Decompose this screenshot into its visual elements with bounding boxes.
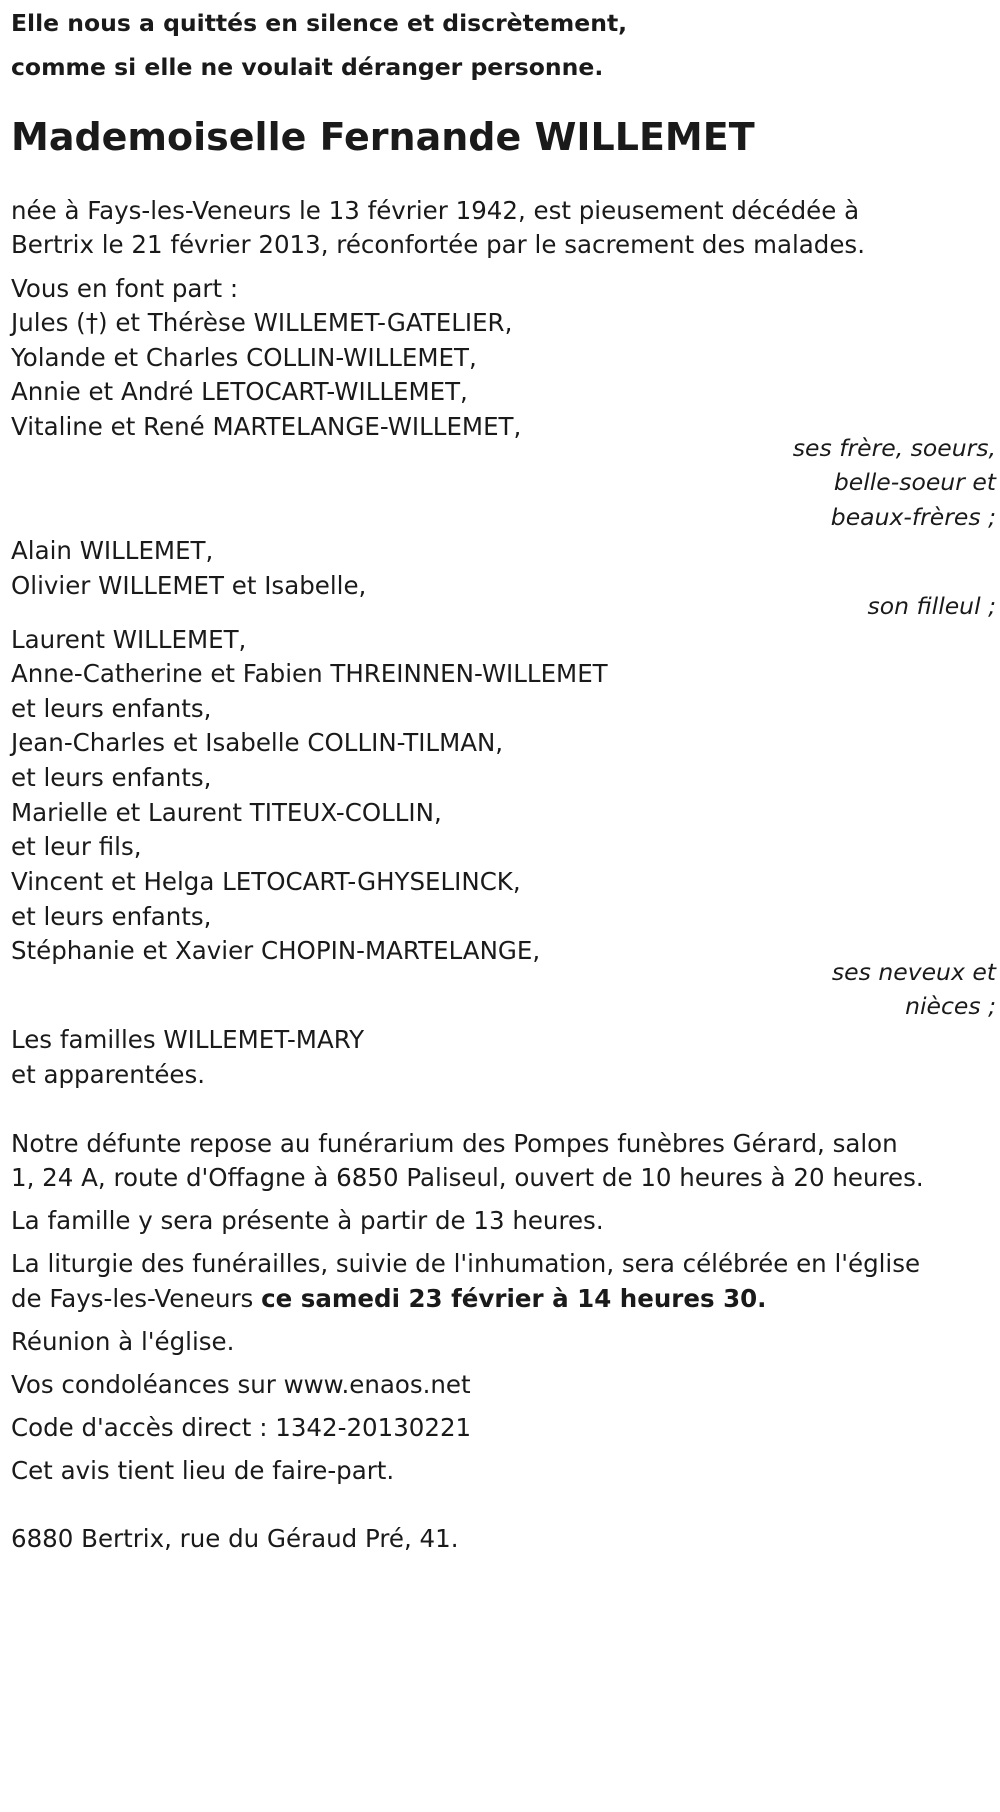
relation-label: ses neveux et: [831, 958, 996, 986]
condolences-text: Vos condoléances sur www.enaos.net: [11, 1370, 471, 1399]
relation-label: belle-soeur et: [833, 468, 996, 496]
families-line-1: Les familles WILLEMET-MARY: [11, 1025, 365, 1054]
notice-text: Cet avis tient lieu de faire-part.: [11, 1456, 395, 1485]
family-name: Olivier WILLEMET et Isabelle,: [11, 571, 367, 600]
family-name: Yolande et Charles COLLIN-WILLEMET,: [11, 343, 477, 372]
reunion-text: Réunion à l'église.: [11, 1327, 235, 1356]
liturgy-place: de Fays-les-Veneurs: [11, 1284, 262, 1313]
family-name: Marielle et Laurent TITEUX-COLLIN,: [11, 798, 442, 827]
liturgy-datetime: ce samedi 23 février à 14 heures 30.: [261, 1284, 767, 1313]
liturgy-line-2: [11, 1284, 767, 1313]
relation-label: nièces ;: [905, 992, 996, 1020]
family-name: Jean-Charles et Isabelle COLLIN-TILMAN,: [11, 728, 504, 757]
relation-label: beaux-frères ;: [830, 503, 996, 531]
family-name: et leurs enfants,: [11, 763, 212, 792]
intro-line-1: née à Fays-les-Veneurs le 13 février 1942, est pieusement décédée à: [11, 196, 860, 225]
presence-text: La famille y sera présente à partir de 13 heures.: [11, 1206, 604, 1235]
relation-label: son filleul ;: [867, 592, 996, 620]
family-name: et leurs enfants,: [11, 694, 212, 723]
repose-line-1: Notre défunte repose au funérarium des Pompes funèbres Gérard, salon: [11, 1129, 898, 1158]
intro-line-2: Bertrix le 21 février 2013, réconfortée par le sacrement des malades.: [11, 230, 865, 259]
family-name: et leur fils,: [11, 832, 142, 861]
family-name: Laurent WILLEMET,: [11, 625, 247, 654]
quote-line-2: comme si elle ne voulait déranger personne.: [11, 53, 604, 81]
deceased-name-title: Mademoiselle Fernande WILLEMET: [11, 115, 755, 159]
family-name: Annie et André LETOCART-WILLEMET,: [11, 377, 468, 406]
liturgy-line-1: La liturgie des funérailles, suivie de l'inhumation, sera célébrée en l'église: [11, 1249, 921, 1278]
quote-line-1: Elle nous a quittés en silence et discrètement,: [11, 9, 628, 37]
relation-label: ses frère, soeurs,: [792, 434, 996, 462]
family-name: Stéphanie et Xavier CHOPIN-MARTELANGE,: [11, 936, 541, 965]
families-line-2: et apparentées.: [11, 1060, 206, 1089]
address-text: 6880 Bertrix, rue du Géraud Pré, 41.: [11, 1524, 459, 1553]
family-name: et leurs enfants,: [11, 902, 212, 931]
family-name: Alain WILLEMET,: [11, 536, 214, 565]
announce-text: Vous en font part :: [11, 274, 239, 303]
family-name: Vincent et Helga LETOCART-GHYSELINCK,: [11, 867, 521, 896]
access-code-text: Code d'accès direct : 1342-20130221: [11, 1413, 472, 1442]
family-name: Jules (†) et Thérèse WILLEMET-GATELIER,: [11, 308, 513, 337]
family-name: Anne-Catherine et Fabien THREINNEN-WILLEMET: [11, 659, 608, 688]
family-name: Vitaline et René MARTELANGE-WILLEMET,: [11, 412, 522, 441]
repose-line-2: 1, 24 A, route d'Offagne à 6850 Paliseul, ouvert de 10 heures à 20 heures.: [11, 1163, 924, 1192]
